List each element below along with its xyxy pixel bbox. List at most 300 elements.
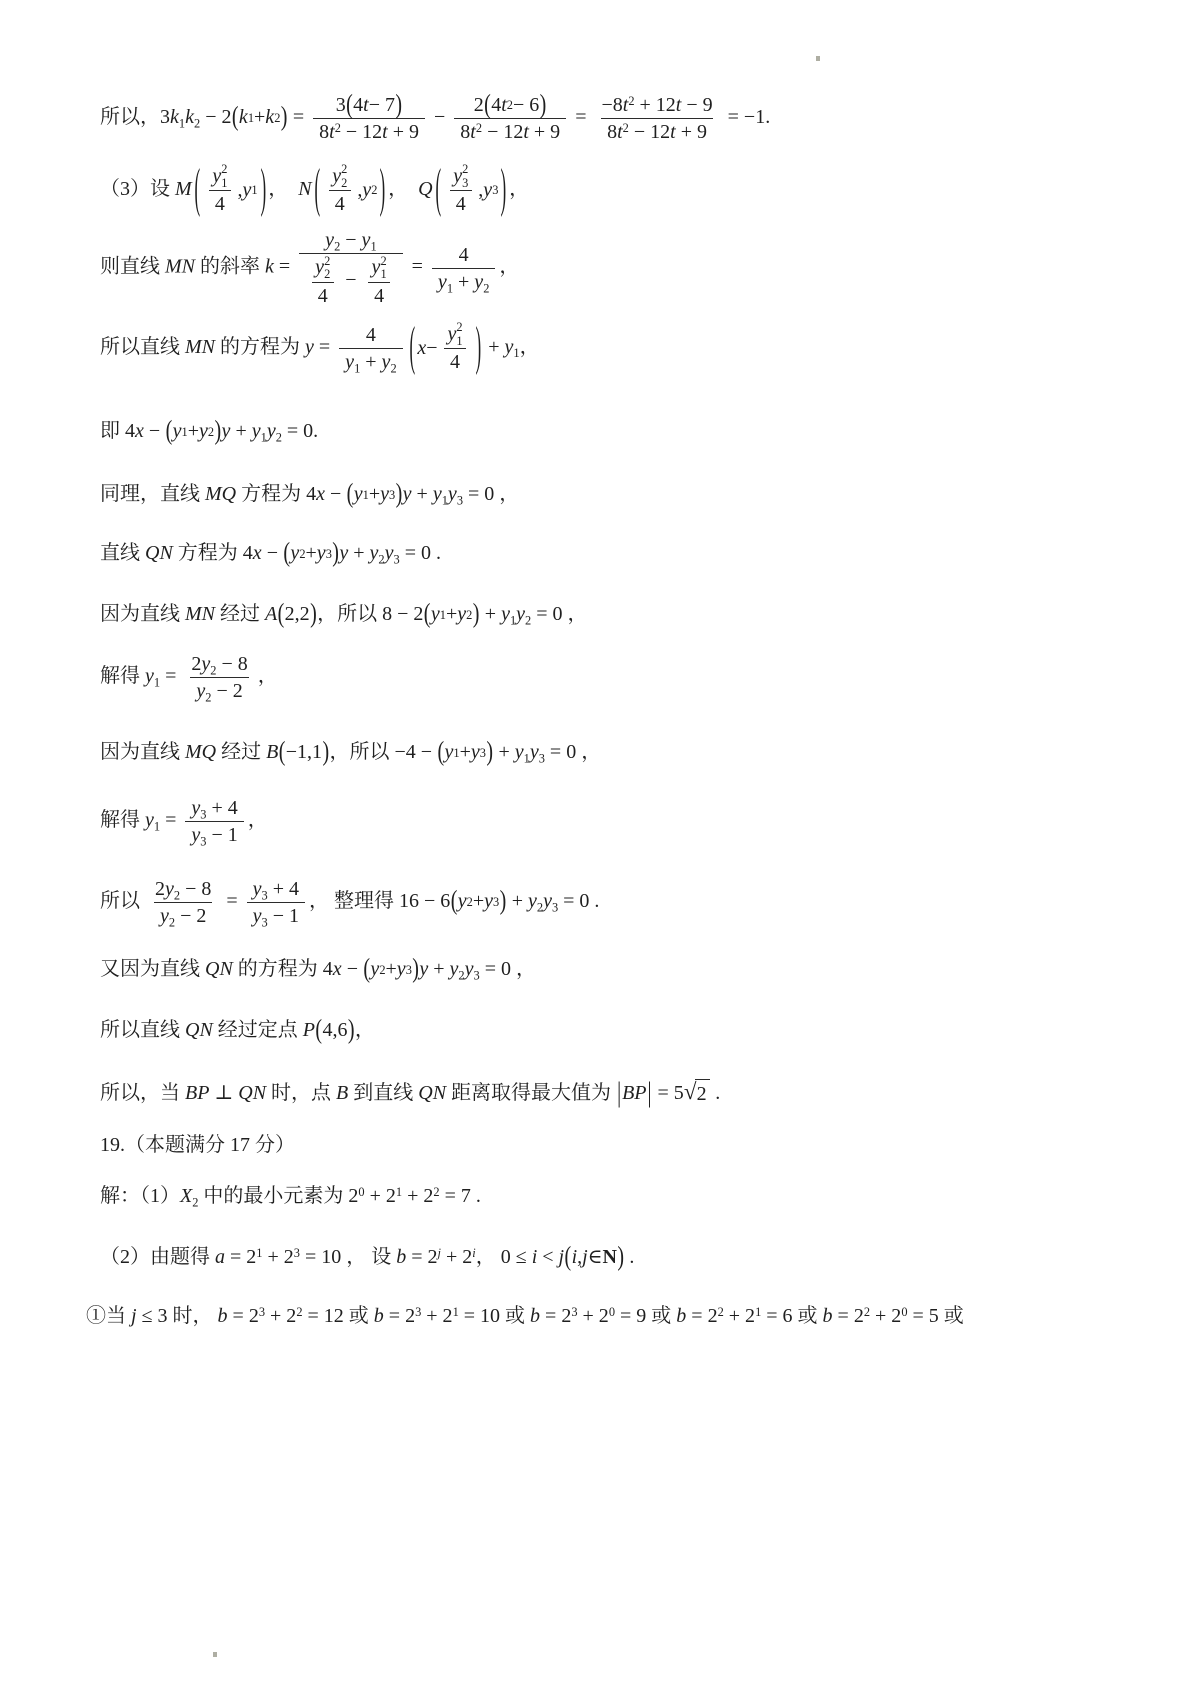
- solution-line-line-MN-through-A: [100, 600, 1170, 629]
- fraction-denominator: [432, 268, 495, 295]
- math-text: + 2: [723, 1305, 756, 1328]
- math-text: +: [493, 741, 515, 764]
- fraction-numerator: [366, 254, 393, 281]
- math-variable: y: [221, 420, 231, 443]
- left-paren-icon: (: [363, 954, 371, 984]
- math-variable: y: [371, 256, 381, 279]
- fraction-numerator: [206, 163, 233, 190]
- math-text: （2）由题得: [100, 1246, 215, 1269]
- math-text: = −1.: [722, 106, 771, 129]
- math-variable: QN: [238, 1082, 267, 1105]
- math-text: ,: [237, 178, 243, 201]
- left-paren-icon: (: [231, 102, 239, 132]
- fraction-denominator: [601, 118, 713, 145]
- math-text: −: [340, 269, 362, 292]
- math-variable: y: [165, 878, 174, 901]
- math-text: 到直线: [348, 1082, 419, 1105]
- math-variable: y: [191, 824, 201, 847]
- math-text: − 2: [175, 905, 207, 928]
- math-text: = 10 或: [458, 1305, 531, 1328]
- math-fraction: [441, 321, 468, 375]
- math-variable: y: [402, 483, 412, 506]
- paren-content: y 1 + y 2: [431, 600, 472, 629]
- right-paren-icon: ): [310, 599, 317, 629]
- left-paren-icon: (: [484, 90, 491, 120]
- math-variable: b: [396, 1246, 407, 1269]
- left-paren-icon: (: [450, 886, 458, 917]
- left-paren-icon: (: [283, 538, 291, 568]
- math-supsub-stack: [456, 321, 462, 348]
- math-text: 经过: [216, 741, 267, 764]
- math-text: 经过: [215, 603, 265, 626]
- math-supsub-stack: [462, 163, 468, 190]
- math-superscript: 1: [452, 1305, 459, 1320]
- solution-line-combine-y2-y3: [100, 876, 1170, 929]
- solution-line-equation-MN: [100, 317, 1170, 377]
- math-superscript: 3: [415, 1305, 422, 1320]
- math-variable: t: [363, 94, 369, 116]
- math-text: + 2: [364, 1185, 396, 1208]
- math-text: 解：（1）: [100, 1185, 180, 1208]
- solution-line-solve-y1-from-A: [100, 651, 1170, 704]
- math-text: =: [160, 809, 182, 832]
- math-subscript: 2: [168, 915, 176, 930]
- math-subscript: 1: [380, 267, 387, 282]
- solution-line-equation-MN-simplified: [100, 417, 1170, 446]
- fraction-numerator: [360, 322, 382, 348]
- math-text: ，所以 8 − 2: [317, 603, 424, 626]
- math-text: +: [472, 890, 485, 913]
- math-variable: i: [571, 1246, 578, 1269]
- math-text: = 5: [652, 1082, 684, 1105]
- math-variable: y: [527, 890, 537, 913]
- math-variable: y: [315, 256, 325, 279]
- math-fraction: [313, 92, 425, 145]
- solution-line-fixed-point-P: [100, 1016, 1170, 1045]
- math-text: +: [305, 542, 317, 565]
- solution-line-slope-MN: [100, 227, 1170, 308]
- math-text: + 12: [634, 94, 676, 116]
- math-variable: y: [381, 350, 391, 373]
- solution-line-solve-y1-from-B: [100, 795, 1170, 848]
- math-variable: y: [145, 665, 154, 688]
- math-text: +: [411, 483, 433, 506]
- math-text: 4: [491, 94, 502, 116]
- solution-line-part1-answer: [100, 1182, 1170, 1211]
- abs-content: [622, 1079, 646, 1108]
- left-paren-icon: (: [564, 1242, 572, 1272]
- math-text: 8: [319, 121, 330, 143]
- math-superscript: 2: [622, 120, 629, 135]
- math-variable: y: [290, 542, 300, 565]
- math-paren-group: [192, 159, 269, 219]
- math-text: 4: [450, 351, 461, 374]
- paren-content: y 2 3 4 , y 3: [443, 163, 498, 217]
- math-variable: MQ: [205, 483, 237, 506]
- math-subscript: 2: [334, 239, 341, 254]
- math-text: ，: [354, 1019, 375, 1042]
- math-variable: MN: [185, 335, 215, 358]
- right-paren-icon: ): [486, 737, 494, 767]
- solution-line-setup-points-MNQ: [100, 159, 1170, 219]
- math-text: （3）设: [100, 177, 175, 200]
- math-variable: t: [470, 121, 476, 143]
- math-paren-group: [231, 103, 287, 132]
- math-text: 的方程为: [215, 335, 305, 358]
- math-fraction: [185, 795, 243, 848]
- math-variable: y: [252, 878, 262, 901]
- math-text: 解得: [100, 665, 145, 688]
- math-subscript: 2: [205, 690, 212, 705]
- math-text: 19.（本题满分 17 分）: [100, 1134, 295, 1157]
- fraction-denominator: [450, 190, 472, 217]
- math-supsub-stack: [341, 163, 347, 190]
- math-paren-group: [277, 600, 317, 629]
- math-text: = 2: [686, 1305, 718, 1328]
- math-variable: y: [447, 322, 457, 345]
- math-superscript: j: [437, 1246, 441, 1261]
- math-text: = 2: [540, 1305, 572, 1328]
- math-variable: b: [530, 1305, 541, 1328]
- solution-line-max-distance-BP: [100, 1079, 1170, 1109]
- paren-content: 4 t 2 − 6: [491, 94, 540, 116]
- right-paren-icon: ): [347, 1015, 355, 1045]
- math-text: +: [506, 890, 528, 913]
- paren-content: [353, 92, 395, 118]
- math-variable: i: [531, 1246, 538, 1269]
- math-subscript: 1: [153, 819, 161, 834]
- math-subscript: 2: [390, 360, 397, 375]
- math-paren-group: [407, 317, 484, 377]
- fraction-denominator: [444, 348, 466, 375]
- math-variable: y: [145, 809, 154, 832]
- math-superscript: 3: [258, 1305, 266, 1320]
- math-text: 3: [335, 94, 346, 116]
- right-bar-icon: |: [647, 1077, 652, 1110]
- math-subscript: 2: [173, 888, 181, 903]
- math-fraction: [339, 322, 402, 375]
- math-text: + 2: [440, 1246, 473, 1269]
- math-superscript: 2: [475, 120, 483, 135]
- left-paren-icon: (: [315, 1015, 323, 1045]
- math-text: ，: [509, 177, 530, 200]
- math-variable: k: [238, 106, 248, 129]
- math-subscript: 1: [178, 116, 186, 131]
- math-fraction: [309, 254, 336, 308]
- math-variable: y: [447, 483, 457, 506]
- math-text: = 9 或: [615, 1305, 677, 1328]
- math-variable: P: [302, 1019, 316, 1042]
- fraction-numerator: [185, 651, 253, 677]
- paren-content: y 1 + y 3: [445, 738, 486, 767]
- fraction-numerator: [453, 242, 475, 268]
- math-variable: y: [449, 958, 459, 981]
- math-variable: k: [185, 106, 194, 129]
- math-fraction: [432, 242, 495, 295]
- math-variable: x: [252, 542, 262, 565]
- paren-content: [322, 1016, 347, 1045]
- math-variable: y: [453, 165, 463, 187]
- math-variable: t: [382, 121, 388, 143]
- solution-line-equation-MQ: [100, 480, 1170, 509]
- math-variable: y: [160, 905, 169, 928]
- solution-line-part2-setup: [100, 1243, 1170, 1272]
- math-variable: b: [373, 1305, 384, 1328]
- math-variable: y: [504, 335, 514, 358]
- math-variable: b: [217, 1305, 228, 1328]
- math-variable: BP: [622, 1082, 647, 1105]
- fraction-denominator: [185, 821, 243, 848]
- math-variable: y: [201, 653, 211, 676]
- math-text: 所以，当: [100, 1082, 185, 1105]
- math-superscript: 2: [462, 162, 469, 177]
- math-superscript: i: [472, 1246, 476, 1261]
- right-paren-icon: ): [617, 1242, 625, 1272]
- math-subscript: 3: [538, 751, 545, 766]
- math-variable: M: [175, 177, 192, 200]
- math-variable: y: [369, 542, 379, 565]
- math-text: = 2: [227, 1305, 259, 1328]
- left-paren-icon: (: [346, 479, 354, 509]
- math-text: −: [340, 229, 362, 252]
- math-superscript: 0: [608, 1305, 616, 1320]
- math-variable: y: [199, 420, 208, 443]
- math-text: − 1: [206, 824, 238, 847]
- math-text: ，: [499, 255, 520, 278]
- math-text: 2: [473, 94, 484, 116]
- math-variable: y: [361, 229, 371, 252]
- math-subscript: 1: [260, 430, 267, 445]
- math-text: +: [187, 420, 199, 443]
- math-text: −1,1: [285, 741, 323, 764]
- math-text: +: [230, 420, 252, 443]
- math-text: 4: [334, 193, 345, 216]
- math-variable: b: [822, 1305, 833, 1328]
- math-superscript: 2: [341, 162, 348, 177]
- math-text: 即 4: [100, 420, 135, 443]
- math-text: − 8: [180, 878, 212, 901]
- math-fraction: [366, 254, 393, 308]
- math-subscript: 3: [200, 807, 207, 822]
- math-text: .: [710, 1082, 721, 1105]
- math-variable: y: [396, 958, 406, 981]
- math-text: = 2: [406, 1246, 438, 1269]
- fraction-numerator: [185, 795, 243, 821]
- scan-artifact-dot: [816, 56, 820, 61]
- left-paren-icon: (: [346, 90, 353, 120]
- math-paren-group: [450, 887, 506, 916]
- math-text: 4: [365, 323, 376, 346]
- math-text: = 7 .: [439, 1185, 481, 1208]
- math-variable: Q: [418, 177, 433, 200]
- math-variable: y: [474, 270, 484, 293]
- math-text: =: [160, 665, 182, 688]
- math-text: 4: [455, 193, 466, 216]
- math-variable: j: [131, 1305, 137, 1328]
- math-subscript: 1: [456, 333, 463, 348]
- math-variable: y: [370, 958, 380, 981]
- math-text: 所以直线: [100, 335, 185, 358]
- math-text: + 9: [387, 121, 420, 143]
- math-variable: y: [353, 483, 363, 506]
- math-variable: t: [329, 121, 335, 143]
- solution-line-problem-19-header: [100, 1131, 1170, 1160]
- math-text: + 2: [577, 1305, 609, 1328]
- math-variable: BP: [185, 1082, 210, 1105]
- math-text: − 12: [482, 121, 524, 143]
- math-variable: MN: [165, 255, 195, 278]
- right-paren-icon: ): [395, 479, 403, 509]
- paren-content: [417, 321, 472, 375]
- math-text: + 2: [421, 1305, 453, 1328]
- scan-artifact-dot: [213, 1652, 217, 1657]
- math-subscript: 2: [193, 116, 201, 131]
- math-text: 4: [214, 193, 225, 216]
- math-text: = 2: [832, 1305, 864, 1328]
- math-sqrt: [684, 1079, 710, 1109]
- math-variable: QN: [418, 1082, 447, 1105]
- math-variable: y: [172, 420, 182, 443]
- math-supsub-stack: [380, 255, 386, 282]
- math-supsub-stack: [221, 163, 227, 190]
- right-paren-icon: ): [322, 737, 330, 767]
- math-text: ，: [257, 665, 278, 688]
- math-fraction: [326, 163, 353, 217]
- math-text: 所以，3: [100, 106, 170, 129]
- fraction-numerator: [326, 163, 353, 190]
- math-variable: t: [675, 94, 682, 116]
- math-superscript: 2: [717, 1305, 724, 1320]
- paren-content: y 1 + y 3: [354, 480, 395, 509]
- math-paren-group: [283, 539, 339, 568]
- math-text: +: [254, 106, 266, 129]
- math-text: 的方程为 4: [232, 958, 333, 981]
- left-paren-icon: (: [437, 737, 445, 767]
- right-paren-icon: ): [539, 90, 547, 120]
- fraction-numerator: [247, 876, 305, 902]
- math-subscript: 2: [483, 280, 490, 295]
- math-text: ,: [357, 178, 363, 201]
- math-text: +: [385, 958, 397, 981]
- math-subscript: 1: [354, 360, 361, 375]
- math-text: −: [429, 106, 451, 129]
- math-text: ，所以 −4 −: [329, 741, 438, 764]
- math-subscript: 2: [458, 968, 465, 983]
- math-text: − 6: [512, 94, 540, 116]
- solution-line-equation-QN-again: [100, 955, 1170, 984]
- math-subscript: 2: [192, 1195, 199, 1210]
- math-abs-group: [616, 1079, 652, 1108]
- math-superscript: 2: [221, 162, 228, 177]
- left-paren-icon: (: [278, 737, 286, 767]
- math-text: + 2: [402, 1185, 434, 1208]
- math-text: − 8: [216, 653, 248, 676]
- left-paren-icon: (: [314, 159, 320, 219]
- math-fraction: [454, 92, 566, 145]
- math-subscript: 1: [441, 493, 448, 508]
- solution-line-equation-QN: [100, 539, 1170, 568]
- math-variable: x: [417, 336, 427, 359]
- paren-content: k 1 + k 2: [239, 103, 280, 132]
- math-text: +: [459, 741, 471, 764]
- math-text: 同理，直线: [100, 483, 205, 506]
- math-text: ， 0 ≤: [475, 1246, 532, 1269]
- math-variable: b: [676, 1305, 687, 1328]
- math-subscript: 2: [525, 613, 532, 628]
- math-text: 因为直线: [100, 603, 185, 626]
- math-text: = 12 或: [302, 1305, 374, 1328]
- math-variable: y: [305, 335, 314, 358]
- left-paren-icon: (: [409, 317, 415, 377]
- math-paren-group: [363, 955, 419, 984]
- math-text: − 9: [681, 94, 713, 116]
- left-paren-icon: (: [165, 416, 173, 446]
- math-variable: x: [332, 958, 342, 981]
- math-variable: y: [252, 905, 262, 928]
- paren-content: [285, 600, 310, 629]
- math-text: 8: [607, 121, 618, 143]
- math-superscript: 2: [380, 253, 387, 268]
- math-text: 又因为直线: [100, 958, 205, 981]
- math-text: + 2: [265, 1305, 297, 1328]
- fraction-denominator: [190, 677, 248, 704]
- math-text: 4: [353, 94, 364, 116]
- math-variable: x: [316, 483, 325, 506]
- right-paren-icon: ): [214, 416, 222, 446]
- math-variable: MQ: [185, 741, 217, 764]
- math-text: ①当: [86, 1305, 131, 1328]
- math-text: ，: [388, 177, 419, 200]
- fraction-numerator: [468, 92, 553, 118]
- fraction-denominator: [313, 118, 425, 145]
- math-text: 时，点: [266, 1082, 337, 1105]
- math-subscript: 3: [473, 968, 480, 983]
- math-text: +: [453, 270, 475, 293]
- math-fraction: [595, 92, 718, 145]
- right-paren-icon: ): [472, 599, 480, 629]
- left-bar-icon: |: [617, 1077, 622, 1110]
- math-subscript: 1: [513, 346, 520, 361]
- math-text: 中的最小元素为 2: [198, 1185, 359, 1208]
- math-text: +: [360, 350, 382, 373]
- math-variable: y: [266, 420, 276, 443]
- radicand: 2: [695, 1079, 710, 1109]
- left-paren-icon: (: [423, 599, 431, 629]
- math-variable: y: [362, 178, 372, 201]
- math-text: 4: [374, 284, 385, 307]
- math-superscript: 2: [433, 1185, 440, 1200]
- math-variable: y: [470, 741, 480, 764]
- math-text: + 2: [870, 1305, 902, 1328]
- fraction-denominator: [299, 253, 402, 308]
- math-text: ∈: [587, 1246, 603, 1269]
- math-text: <: [537, 1246, 559, 1269]
- math-text: − 2: [211, 680, 243, 703]
- math-variable: y: [242, 178, 252, 201]
- math-variable: y: [191, 797, 201, 820]
- right-paren-icon: ): [500, 159, 507, 219]
- paren-content: y 2 + y 3: [290, 539, 331, 568]
- math-superscript: 1: [256, 1246, 263, 1261]
- math-text: 4: [317, 284, 328, 307]
- right-paren-icon: ): [332, 538, 339, 568]
- math-text: +: [368, 483, 381, 506]
- paren-content: y 1 + y 2: [173, 417, 214, 446]
- math-paren-group: [433, 159, 510, 219]
- math-variable: t: [670, 121, 676, 143]
- math-subscript: 3: [393, 552, 400, 567]
- math-text: =: [406, 255, 428, 278]
